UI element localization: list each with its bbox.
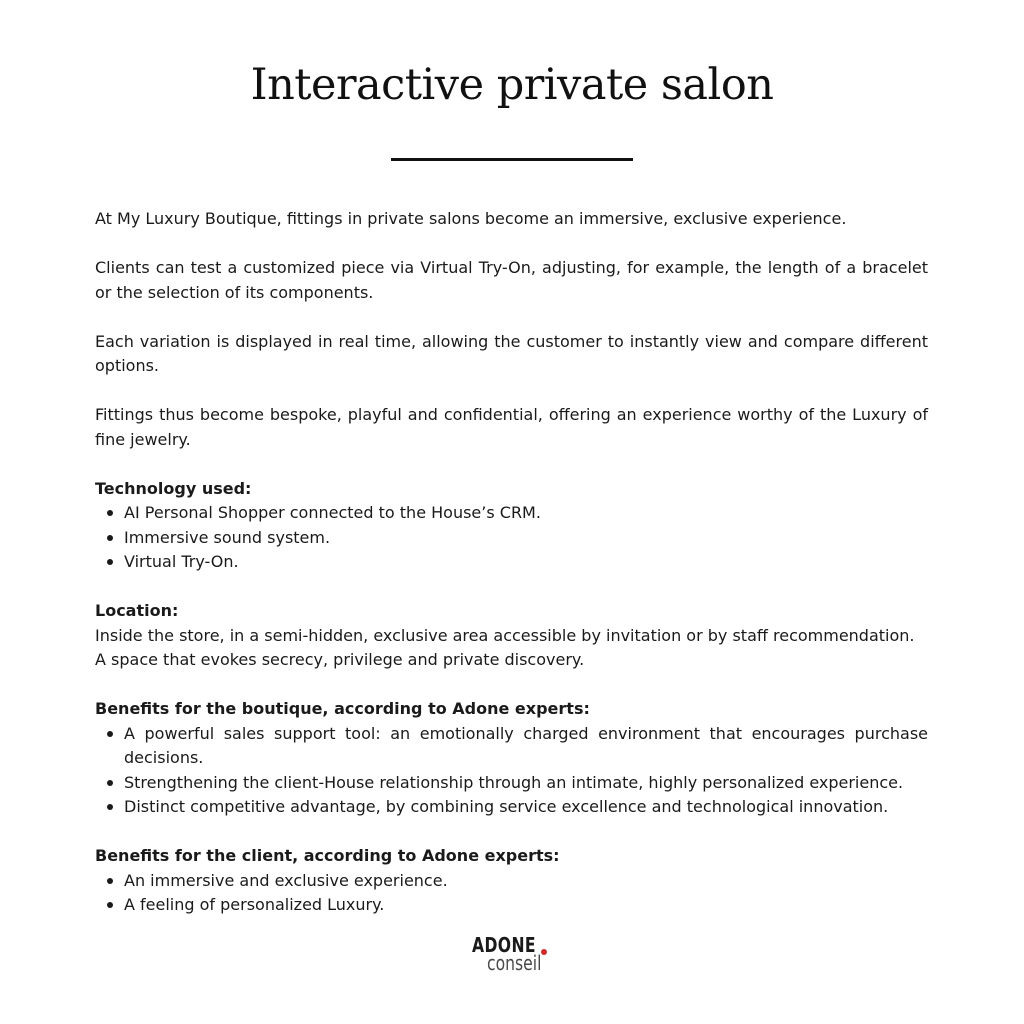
logo-wordmark: ADONE: [472, 933, 536, 957]
page-title: Interactive private salon: [250, 60, 774, 110]
list-item: Distinct competitive advantage, by combining service excellence and technological innovation.: [124, 795, 928, 820]
boutique-benefits-heading: Benefits for the boutique, according to Adone experts:: [95, 699, 590, 718]
technology-heading: Technology used:: [95, 478, 252, 498]
list-item: An immersive and exclusive experience.: [124, 869, 928, 894]
technology-list: [95, 501, 928, 575]
title-divider: [391, 158, 633, 161]
location-line: A space that evokes secrecy, privilege and private discovery.: [95, 650, 585, 669]
client-benefits-list: [95, 869, 928, 918]
article-body: [95, 207, 928, 942]
logo-dot: [541, 949, 547, 955]
real-time-paragraph: Each variation is displayed in real time, allowing the customer to instantly view and compare different options.: [95, 331, 928, 375]
list-item: Strengthening the client-House relationship through an intimate, highly personalized experience.: [124, 771, 928, 796]
list-item: Immersive sound system.: [124, 526, 928, 551]
client-benefits-heading: Benefits for the client, according to Adone experts:: [95, 846, 560, 865]
logo-subtitle: conseil: [487, 951, 542, 975]
bespoke-paragraph: Fittings thus become bespoke, playful and confidential, offering an experience worthy of the Luxury of fine jewelry.: [95, 405, 928, 449]
list-item: AI Personal Shopper connected to the House’s CRM.: [124, 501, 928, 526]
list-item: A powerful sales support tool: an emotionally charged environment that encourages purchase decisions.: [124, 722, 928, 771]
location-description: [95, 624, 928, 673]
boutique-benefits-list: [95, 722, 928, 820]
location-line: Inside the store, in a semi-hidden, exclusive area accessible by invitation or by staff recommendation.: [95, 625, 915, 645]
adone-conseil-logo: [470, 934, 560, 978]
list-item: A feeling of personalized Luxury.: [124, 893, 928, 918]
location-heading: Location:: [95, 601, 179, 620]
list-item: Virtual Try-On.: [124, 550, 928, 575]
intro-paragraph: At My Luxury Boutique, fittings in private salons become an immersive, exclusive experience.: [95, 209, 847, 228]
try-on-paragraph: Clients can test a customized piece via Virtual Try-On, adjusting, for example, the length of a bracelet or the selection of its components.: [95, 258, 928, 302]
